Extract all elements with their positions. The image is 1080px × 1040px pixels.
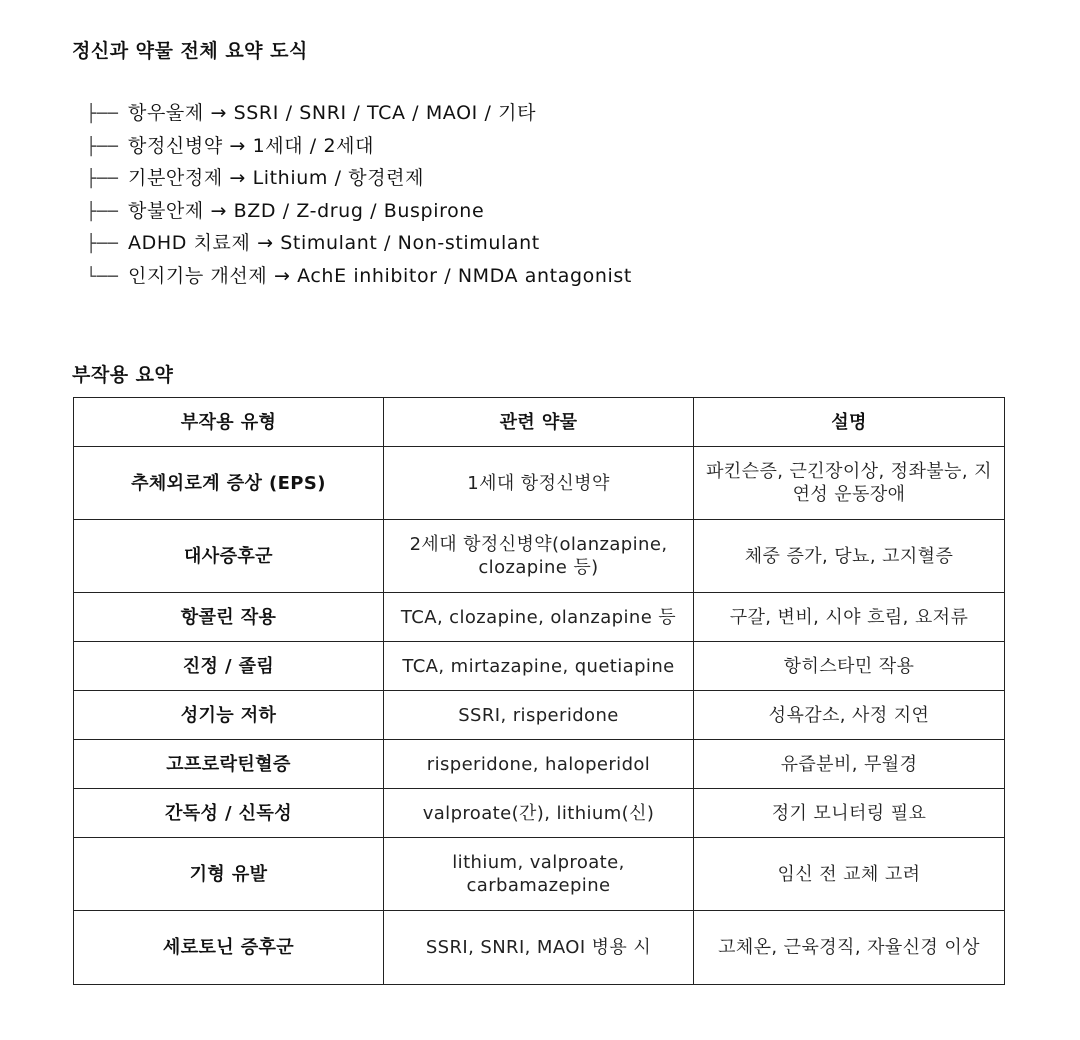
overview-title: 정신과 약물 전체 요약 도식 xyxy=(72,40,308,62)
tree-item xyxy=(86,131,632,164)
cell-side-effect-type: 추체외로계 증상 (EPS) xyxy=(74,447,384,520)
table-row xyxy=(74,911,1005,985)
cell-side-effect-type: 고프로락틴혈증 xyxy=(74,740,384,789)
tree-item-text: 항불안제 → BZD / Z-drug / Buspirone xyxy=(128,199,485,222)
cell-side-effect-type: 세로토닌 증후군 xyxy=(74,911,384,985)
cell-description: 임신 전 교체 고려 xyxy=(694,838,1005,911)
cell-related-drugs: TCA, clozapine, olanzapine 등 xyxy=(384,593,694,642)
cell-side-effect-type: 항콜린 작용 xyxy=(74,593,384,642)
table-row xyxy=(74,593,1005,642)
tree-branch: ├── xyxy=(86,201,119,222)
tree-item-text: 항우울제 → SSRI / SNRI / TCA / MAOI / 기타 xyxy=(128,102,537,124)
cell-related-drugs: TCA, mirtazapine, quetiapine xyxy=(384,642,694,691)
tree-branch: ├── xyxy=(86,234,119,254)
cell-description: 파킨슨증, 근긴장이상, 정좌불능, 지연성 운동장애 xyxy=(694,447,1005,520)
table-row xyxy=(74,520,1005,593)
tree-branch: ├── xyxy=(86,169,119,189)
tree-item-text: 항정신병약 → 1세대 / 2세대 xyxy=(128,134,375,157)
cell-description: 체중 증가, 당뇨, 고지혈증 xyxy=(694,520,1005,593)
cell-description: 고체온, 근육경직, 자율신경 이상 xyxy=(694,911,1005,985)
table-row xyxy=(74,838,1005,911)
drug-class-tree xyxy=(86,98,632,293)
cell-description: 구갈, 변비, 시야 흐림, 요저류 xyxy=(694,593,1005,642)
tree-item xyxy=(86,163,632,196)
cell-related-drugs: risperidone, haloperidol xyxy=(384,740,694,789)
tree-branch: ├── xyxy=(86,136,119,157)
tree-branch: └── xyxy=(86,266,119,287)
tree-item-text: ADHD 치료제 → Stimulant / Non-stimulant xyxy=(128,232,540,254)
cell-related-drugs: lithium, valproate, carbamazepine xyxy=(384,838,694,911)
cell-related-drugs: 2세대 항정신병약(olanzapine, clozapine 등) xyxy=(384,520,694,593)
tree-item-text: 인지기능 개선제 → AchE inhibitor / NMDA antagonist xyxy=(128,264,632,287)
cell-description: 성욕감소, 사정 지연 xyxy=(694,691,1005,740)
table-row xyxy=(74,691,1005,740)
tree-item xyxy=(86,228,632,261)
tree-item xyxy=(86,196,632,229)
table-row xyxy=(74,447,1005,520)
tree-item-text: 기분안정제 → Lithium / 항경련제 xyxy=(128,167,425,189)
cell-related-drugs: SSRI, risperidone xyxy=(384,691,694,740)
cell-description: 정기 모니터링 필요 xyxy=(694,789,1005,838)
column-header-type: 부작용 유형 xyxy=(74,398,384,447)
side-effects-title: 부작용 요약 xyxy=(72,364,174,386)
table-row xyxy=(74,740,1005,789)
table-row xyxy=(74,642,1005,691)
table-header-row xyxy=(74,398,1005,447)
cell-related-drugs: 1세대 항정신병약 xyxy=(384,447,694,520)
cell-side-effect-type: 기형 유발 xyxy=(74,838,384,911)
cell-side-effect-type: 성기능 저하 xyxy=(74,691,384,740)
cell-description: 항히스타민 작용 xyxy=(694,642,1005,691)
tree-item xyxy=(86,98,632,131)
side-effects-table xyxy=(73,397,1005,985)
tree-branch: ├── xyxy=(86,104,119,124)
column-header-description: 설명 xyxy=(694,398,1005,447)
cell-description: 유즙분비, 무월경 xyxy=(694,740,1005,789)
column-header-drugs: 관련 약물 xyxy=(384,398,694,447)
tree-item xyxy=(86,261,632,294)
table-row xyxy=(74,789,1005,838)
cell-related-drugs: SSRI, SNRI, MAOI 병용 시 xyxy=(384,911,694,985)
cell-side-effect-type: 간독성 / 신독성 xyxy=(74,789,384,838)
cell-related-drugs: valproate(간), lithium(신) xyxy=(384,789,694,838)
cell-side-effect-type: 진정 / 졸림 xyxy=(74,642,384,691)
cell-side-effect-type: 대사증후군 xyxy=(74,520,384,593)
